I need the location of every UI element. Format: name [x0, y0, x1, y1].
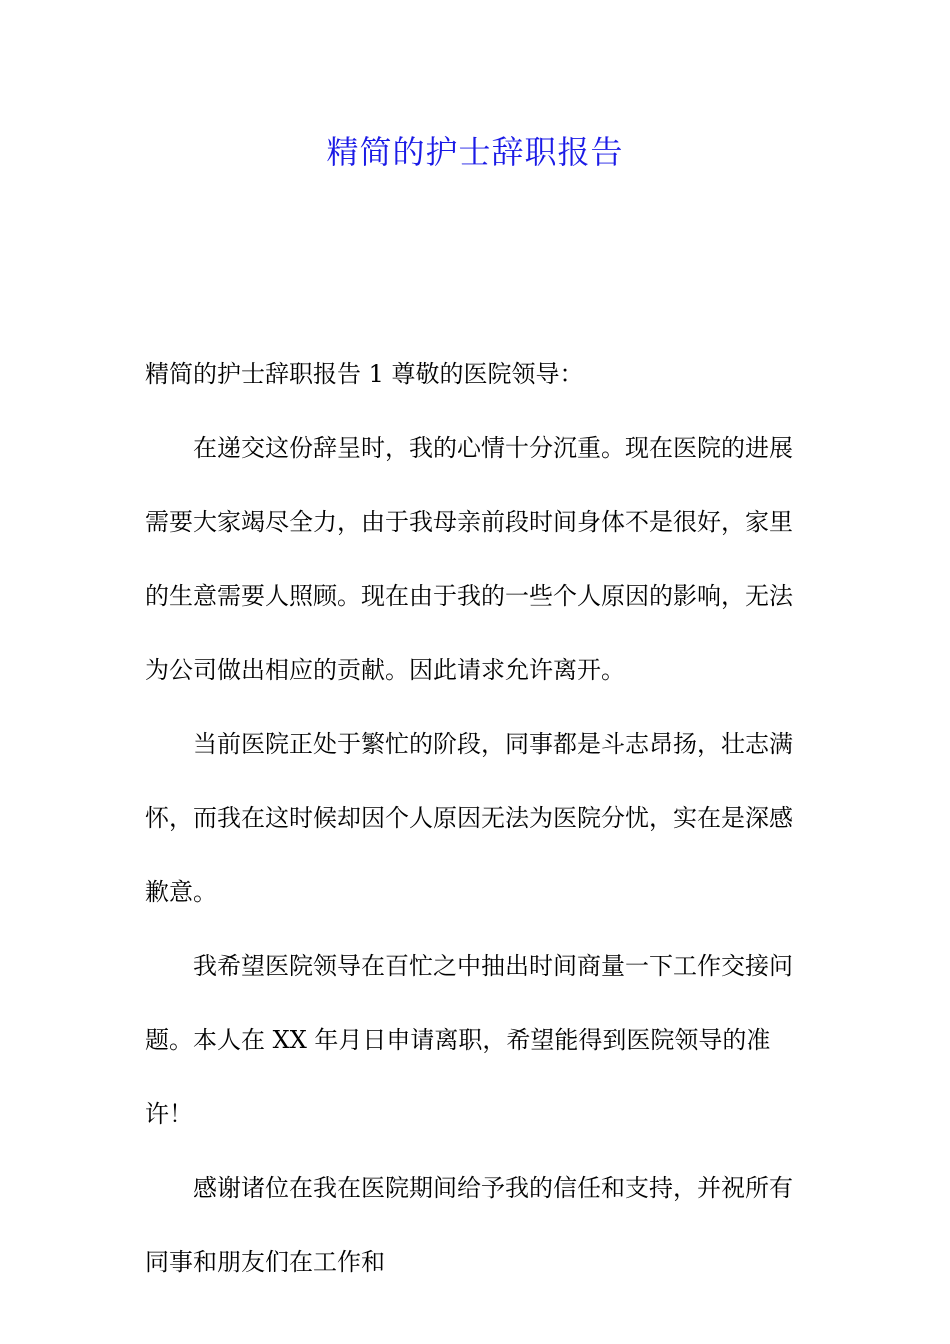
body-paragraph: 当前医院正处于繁忙的阶段，同事都是斗志昂扬，壮志满怀，而我在这时候却因个人原因无法为医院分忧，实在是深感歉意。 [145, 730, 793, 906]
document-body [145, 337, 805, 1299]
body-paragraph: 我希望医院领导在百忙之中抽出时间商量一下工作交接问题。本人在 XX 年月日申请离职，希望能得到医院领导的准许！ [145, 952, 793, 1128]
body-paragraph: 感谢诸位在我在医院期间给予我的信任和支持，并祝所有同事和朋友们在工作和 [145, 1174, 793, 1276]
salutation-paragraph: 精简的护士辞职报告 1 尊敬的医院领导： [145, 360, 584, 388]
body-paragraph: 在递交这份辞呈时，我的心情十分沉重。现在医院的进展需要大家竭尽全力，由于我母亲前段时间身体不是很好，家里的生意需要人照顾。现在由于我的一些个人原因的影响，无法为公司做出相应的贡献。因此请求允许离开。 [145, 434, 793, 684]
document-title: 精简的护士辞职报告 [326, 133, 624, 171]
